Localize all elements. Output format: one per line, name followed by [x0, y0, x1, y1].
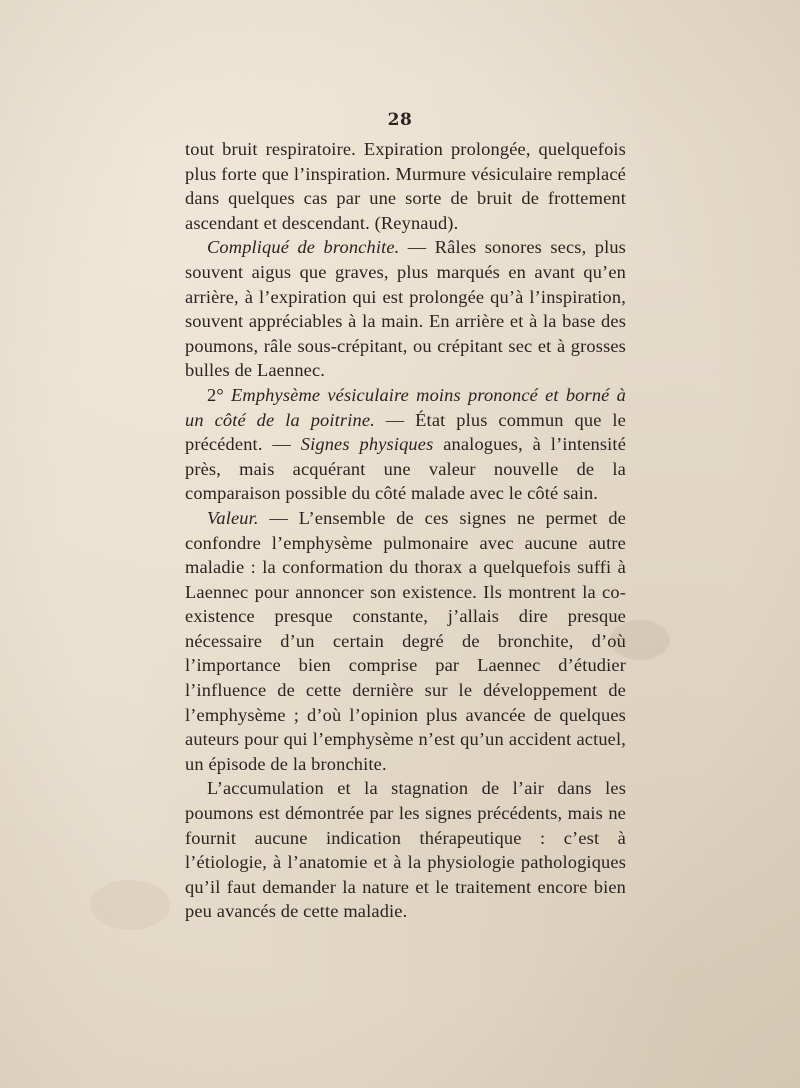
text-segment: L’accumulation et la stagnation de l’air dans les poumons est démontrée par les signes précédents, mais ne fournit aucune indication thérapeutique : c’est à l’étiologie, à l’anatomie et à la physiologie pathologiques qu’il faut demander la nature et le traitement encore bien peu avancés de cette maladie.: [185, 778, 626, 922]
paragraph: [185, 235, 626, 383]
text-segment: analogues, à l’intensité près, mais acquérant une valeur nouvelle de la comparaison possible du côté malade avec le côté sain.: [185, 434, 627, 504]
text-segment: — L’ensemble de ces signes ne permet de confondre l’emphysème pulmonaire avec aucune autre maladie : la conformation du thorax a quelquefois suffi à Laennec pour annoncer son existence. Ils montrent la co-existence presque constante, j’allais dire presque nécessaire d’un certain degré de bronchite, d’où l’importance bien comprise par Laennec d’étudier l’influence de cette dernière sur le développement de l’emphysème ; d’où l’opinion plus avancée de quelques auteurs pour qui l’emphysème n’est qu’un accident actuel, un épisode de la bronchite.: [185, 507, 626, 774]
text-segment: 2°: [207, 384, 232, 405]
paragraph: [185, 137, 626, 235]
italic-text-segment: Signes physiques: [300, 434, 434, 455]
paragraph: [185, 776, 626, 924]
paper-stain: [90, 880, 170, 930]
text-segment: tout bruit respiratoire. Expiration prolongée, quelquefois plus forte que l’inspiration. Murmure vésiculaire remplacé dans quelques cas par une sorte de bruit de frottement ascendant et descendant. (Reynaud).: [185, 139, 626, 233]
body-text: [185, 137, 626, 924]
italic-text-segment: Valeur.: [207, 507, 259, 528]
text-segment: — Râles sonores secs, plus souvent aigus que graves, plus marqués en avant qu’en arrière, à l’expiration qui est prolongée qu’à l’inspiration, souvent appréciables à la main. En arrière et à la base des poumons, râle sous-crépitant, ou crépitant sec et à grosses bulles de Laennec.: [185, 237, 626, 381]
paragraph: [185, 506, 626, 777]
italic-text-segment: Emphysème vésiculaire moins prononcé et borné à un côté de la poitrine.: [185, 384, 626, 430]
page-number: 28: [387, 110, 413, 130]
paragraph: [185, 383, 626, 506]
italic-text-segment: Compliqué de bronchite.: [207, 237, 400, 258]
text-segment: — État plus commun que le précédent. —: [185, 409, 626, 455]
